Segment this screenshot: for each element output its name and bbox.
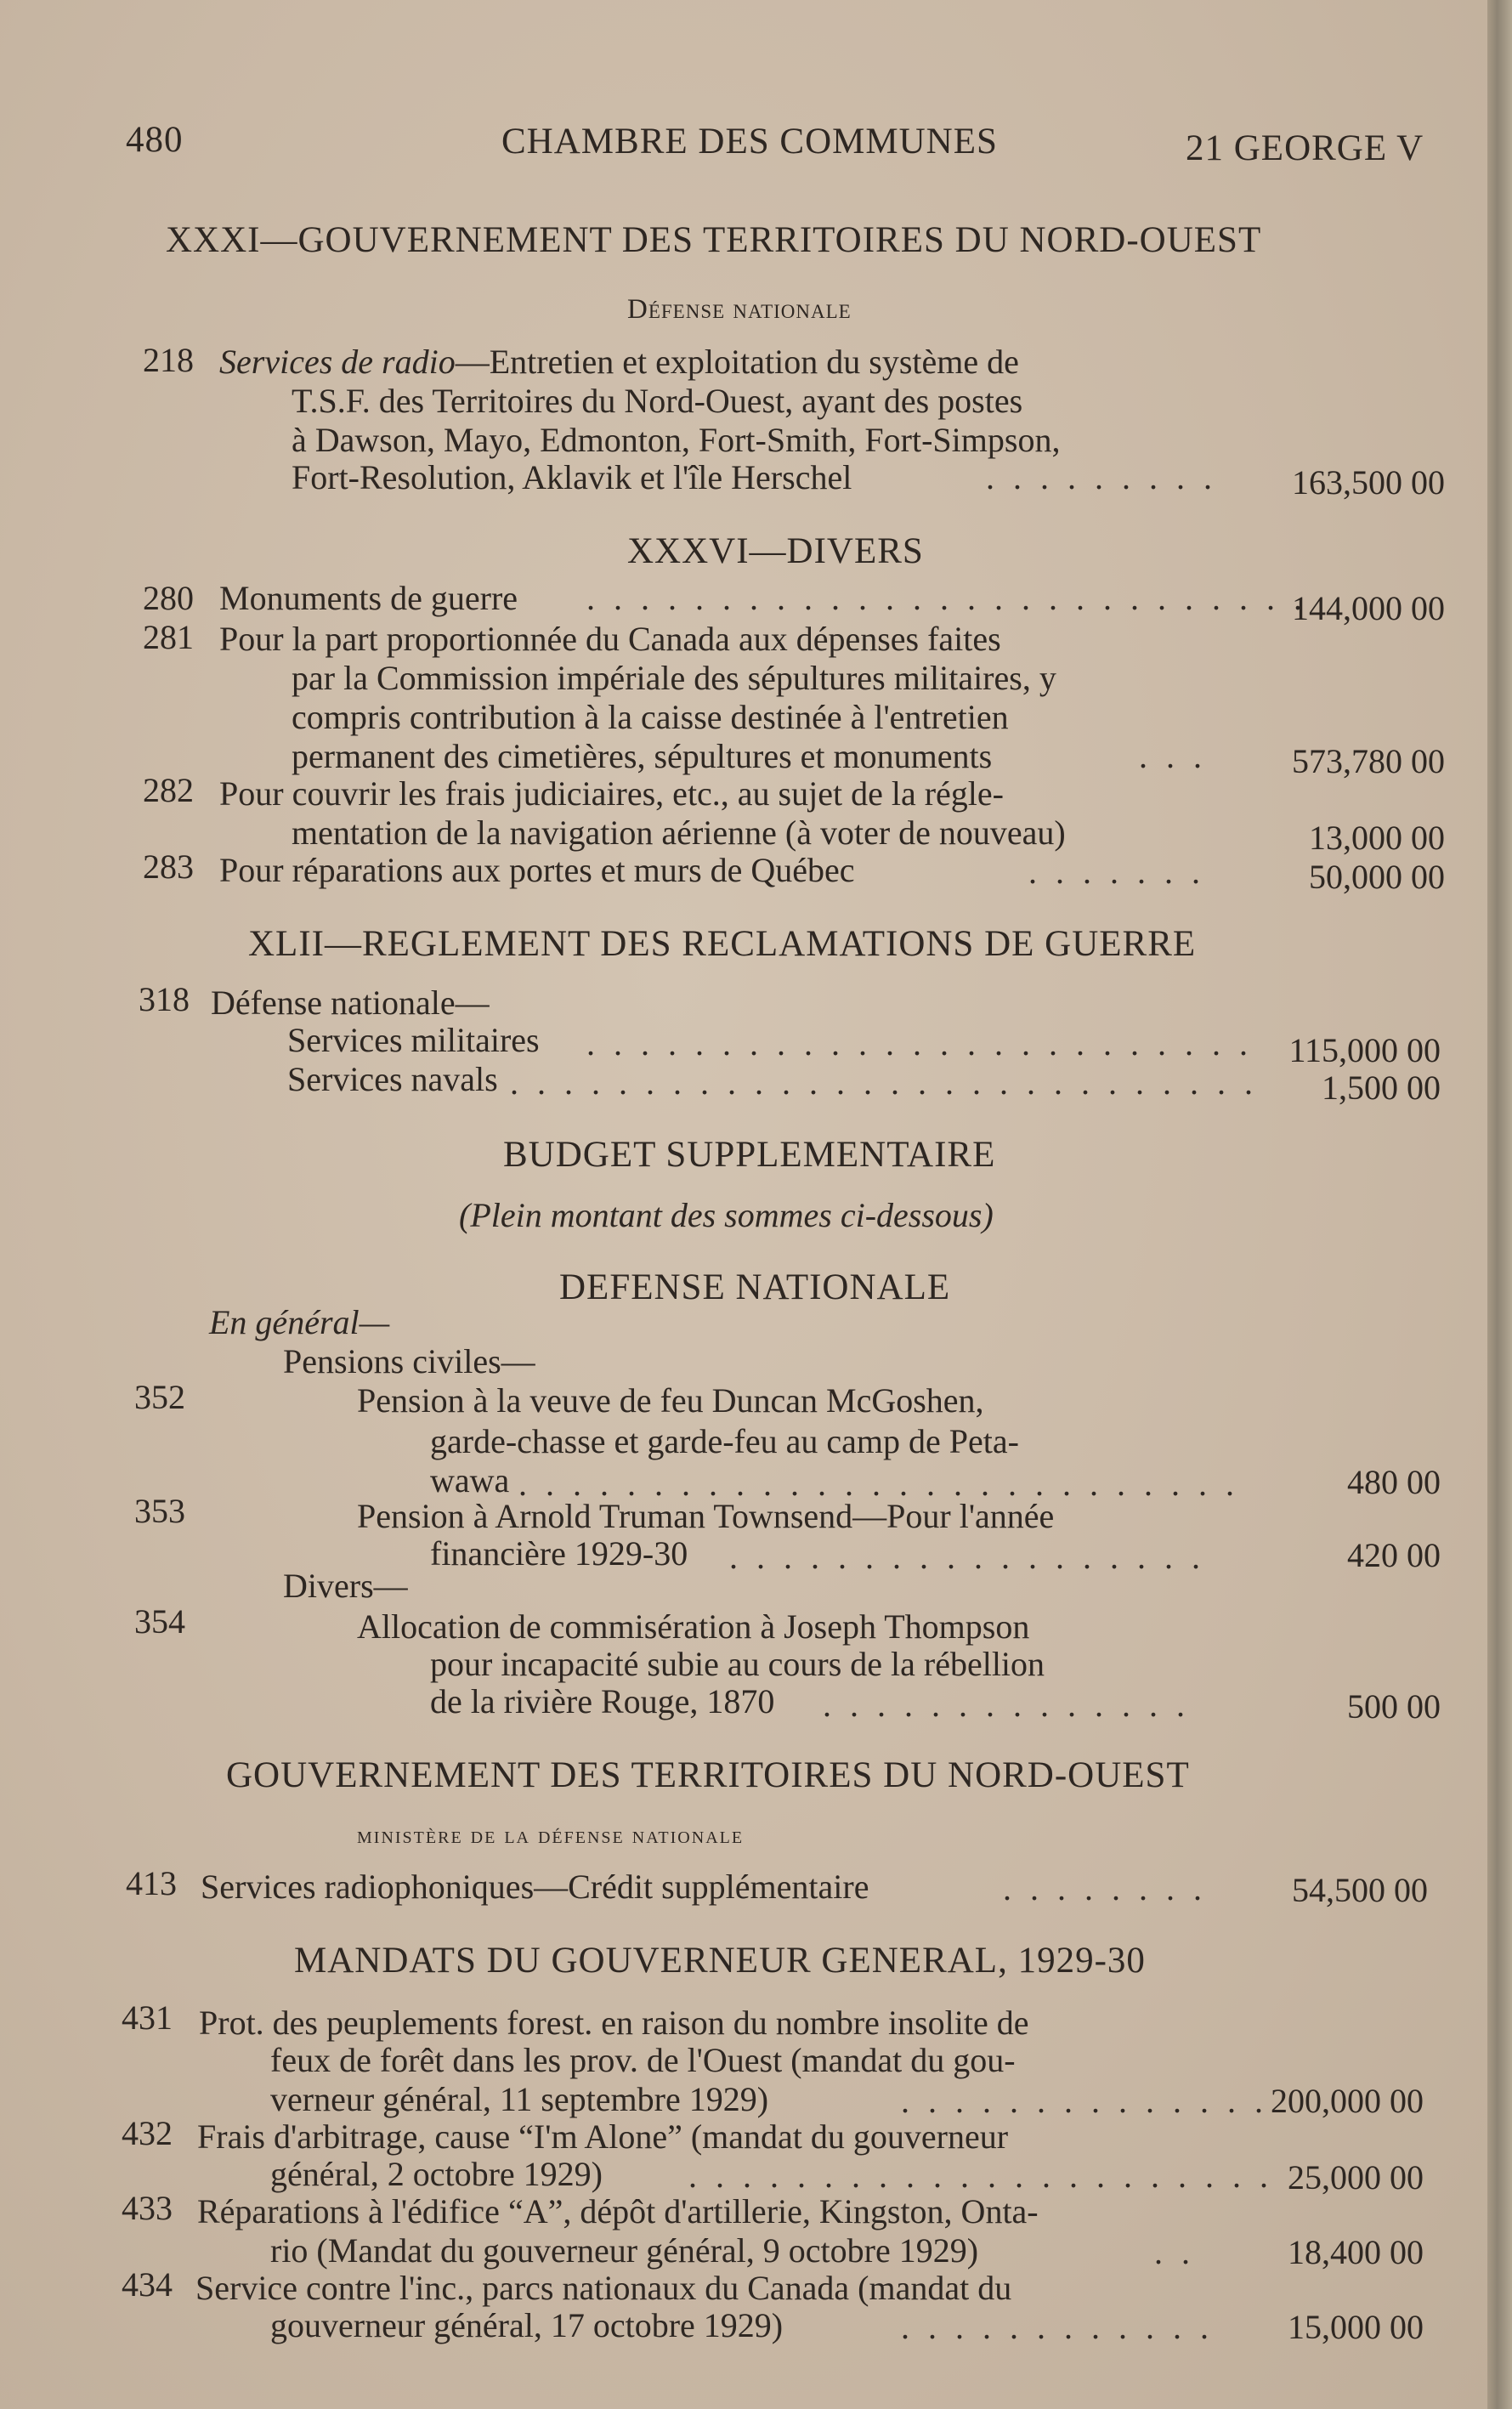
item-218-number: 218 [143,341,194,379]
item-318-number: 318 [139,980,190,1018]
leader-dots: . . . . . . . . . . . . . . . . . . . . . . . . . . . [586,579,1307,617]
leader-dots: . . . . . . . . . . . . . . . . . . . . . . . . . [586,1024,1253,1063]
item-281-number: 281 [143,618,194,656]
item-353-amount: 420 00 [1347,1536,1441,1574]
divers-heading: Divers— [283,1567,408,1605]
leader-dots: . . . . . . . . . . . . . . . . . . . . . . . . . . . . [510,1063,1258,1102]
item-433-line1: Réparations à l'édifice “A”, dépôt d'artillerie, Kingston, Onta- [197,2192,1039,2230]
item-353-line1: Pension à Arnold Truman Townsend—Pour l'année [357,1497,1055,1535]
leader-dots: . . . . . . . . . . . . . . . . . . [729,1538,1205,1576]
section-title-territoires: GOUVERNEMENT DES TERRITOIRES DU NORD-OUEST [226,1755,1190,1795]
item-434-amount: 15,000 00 [1288,2308,1424,2346]
item-218-line1 [219,342,1231,382]
section-title-xxxi: XXXI—GOUVERNEMENT DES TERRITOIRES DU NORD-OUEST [166,220,1262,260]
item-318-amount2: 1,500 00 [1322,1068,1441,1107]
item-283-amount: 50,000 00 [1309,858,1445,896]
item-432-amount: 25,000 00 [1288,2158,1424,2196]
item-352-line3: wawa [430,1461,510,1499]
item-218-line3: à Dawson, Mayo, Edmonton, Fort-Smith, Fort-Simpson, [292,421,1061,459]
item-352-amount: 480 00 [1347,1463,1441,1501]
item-433-number: 433 [122,2189,173,2227]
item-283-text: Pour réparations aux portes et murs de Québec [219,851,855,889]
item-431-number: 431 [122,1998,173,2037]
item-354-amount: 500 00 [1347,1687,1441,1726]
item-413-number: 413 [126,1864,177,1902]
item-433-line2: rio (Mandat du gouverneur général, 9 octobre 1929) [270,2231,979,2270]
item-218-amount: 163,500 00 [1292,463,1445,502]
item-433-amount: 18,400 00 [1288,2233,1424,2271]
item-434-line2: gouverneur général, 17 octobre 1929) [270,2306,784,2344]
item-318-sub2: Services navals [287,1060,498,1098]
section-title-xxxvi: XXXVI—DIVERS [627,531,924,571]
item-413-amount: 54,500 00 [1292,1871,1428,1909]
item-354-line3: de la rivière Rouge, 1870 [430,1682,775,1720]
section-title-budget: BUDGET SUPPLEMENTAIRE [503,1135,996,1175]
item-218-line4: Fort-Resolution, Aklavik et l'île Herschel [292,458,852,496]
section-subtitle-ministere: ministère de la défense nationale [357,1822,745,1849]
section-title-mandats: MANDATS DU GOUVERNEUR GENERAL, 1929-30 [294,1941,1146,1981]
leader-dots: . . . . . . . . . [986,458,1217,496]
item-352-number: 352 [134,1378,185,1416]
item-281-amount: 573,780 00 [1292,742,1445,780]
item-218-line1-text: —Entretien et exploitation du système de [455,343,1019,381]
item-431-line2: feux de forêt dans les prov. de l'Ouest (mandat du gou- [270,2041,1016,2079]
item-431-line1: Prot. des peuplements forest. en raison du nombre insolite de [199,2004,1029,2042]
item-431-amount: 200,000 00 [1271,2082,1424,2120]
item-318-sub1: Services militaires [287,1021,540,1059]
item-432-number: 432 [122,2114,173,2152]
item-281-line1: Pour la part proportionnée du Canada aux dépenses faites [219,620,1001,658]
leader-dots: . . . . . . . . . . . . . . . . . . . . . . [688,2157,1273,2195]
item-282-number: 282 [143,771,194,809]
item-431-line3: verneur général, 11 septembre 1929) [270,2080,769,2118]
page-header-title: CHAMBRE DES COMMUNES [501,122,998,162]
general-heading: En général— [209,1303,390,1341]
leader-dots: . . [1154,2233,1195,2271]
item-280-amount: 144,000 00 [1292,589,1445,627]
item-432-line2: général, 2 octobre 1929) [270,2155,603,2193]
leader-dots: . . . . . . . [1028,853,1205,891]
item-432-line1: Frais d'arbitrage, cause “I'm Alone” (mandat du gouverneur [197,2117,1009,2156]
section-title-defense: DEFENSE NATIONALE [559,1267,951,1307]
item-353-line2: financière 1929-30 [430,1534,688,1573]
item-282-line1: Pour couvrir les frais judiciaires, etc., au sujet de la régle- [219,774,1004,813]
item-283-number: 283 [143,847,194,886]
item-352-line1: Pension à la veuve de feu Duncan McGoshen, [357,1381,984,1420]
section-title-xlii: XLII—REGLEMENT DES RECLAMATIONS DE GUERRE [248,924,1197,964]
item-218-lead: Services de radio [219,343,456,381]
item-281-line4: permanent des cimetières, sépultures et monuments [292,737,993,775]
leader-dots: . . . . . . . . [1003,1869,1207,1907]
leader-dots: . . . . . . . . . . . . . . [823,1686,1190,1724]
item-434-number: 434 [122,2265,173,2304]
item-352-line2: garde-chasse et garde-feu au camp de Peta- [430,1422,1019,1460]
budget-note: (Plein montant des sommes ci-dessous) [459,1196,994,1234]
leader-dots: . . . . . . . . . . . . . . [901,2082,1268,2120]
item-434-line1: Service contre l'inc., parcs nationaux du Canada (mandat du [195,2269,1012,2307]
item-281-line2: par la Commission impériale des sépultures militaires, y [292,659,1056,697]
book-spine [1487,0,1512,2409]
item-354-number: 354 [134,1602,185,1641]
item-282-line2: mentation de la navigation aérienne (à voter de nouveau) [292,813,1066,852]
leader-dots: . . . . . . . . . . . . . . . . . . . . . . . . . . . [518,1465,1239,1503]
item-354-line2: pour incapacité subie au cours de la rébellion [430,1645,1045,1683]
leader-dots: . . . . . . . . . . . . [901,2308,1214,2346]
item-318-amount1: 115,000 00 [1288,1031,1441,1069]
item-280-text: Monuments de guerre [219,579,518,617]
page-number: 480 [126,120,184,160]
item-281-line3: compris contribution à la caisse destinée à l'entretien [292,698,1009,736]
item-413-text: Services radiophoniques—Crédit supplémentaire [201,1868,869,1906]
item-280-number: 280 [143,579,194,617]
section-subtitle-defense: Défense nationale [627,294,852,325]
item-318-text: Défense nationale— [211,983,490,1022]
item-353-number: 353 [134,1492,185,1530]
item-218-line2: T.S.F. des Territoires du Nord-Ouest, ayant des postes [292,382,1023,420]
page-header-reign: 21 GEORGE V [1186,128,1424,168]
item-354-line1: Allocation de commisération à Joseph Thompson [357,1607,1030,1646]
item-282-amount: 13,000 00 [1309,819,1445,857]
leader-dots: . . . [1139,737,1207,775]
pensions-heading: Pensions civiles— [283,1342,535,1380]
